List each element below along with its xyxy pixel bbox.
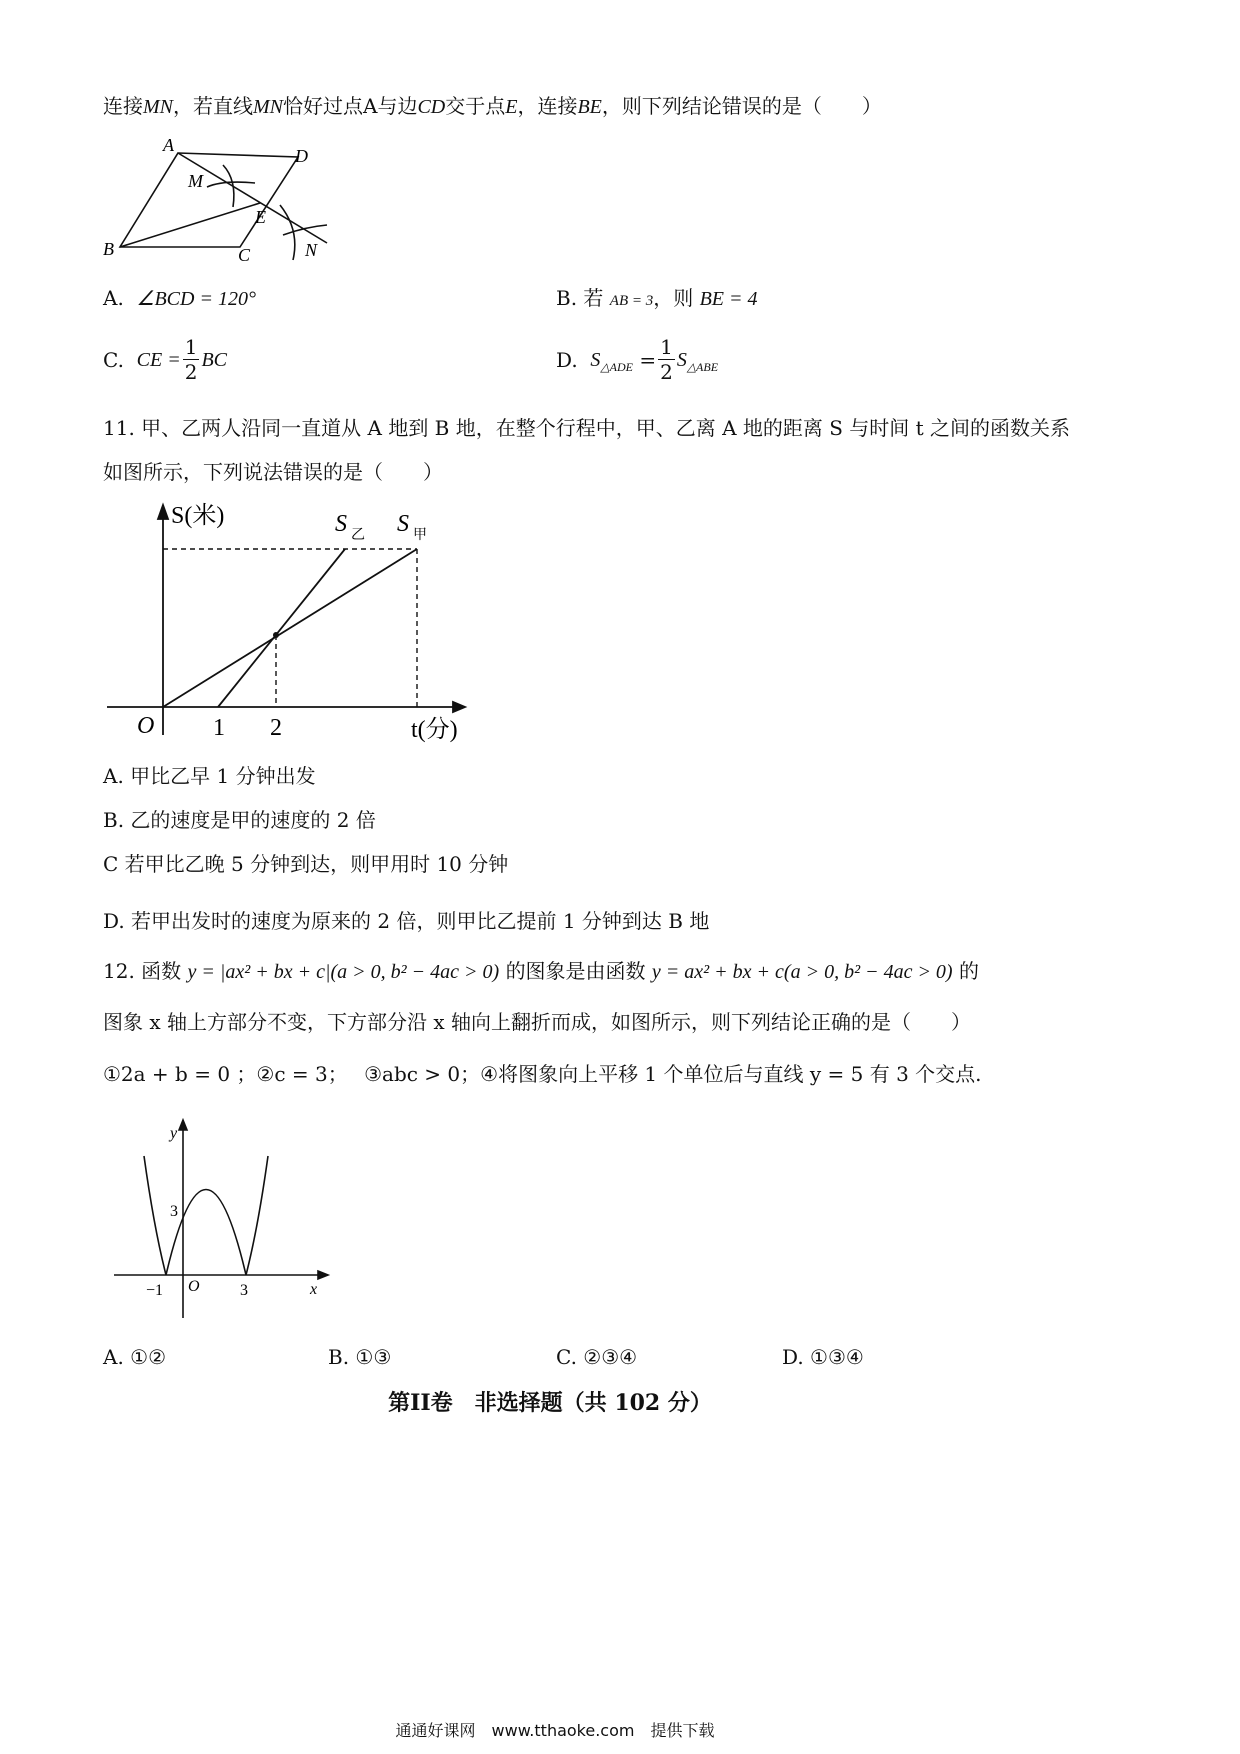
q10-label-N: N [305, 240, 318, 260]
q10-label-A: A [163, 135, 174, 155]
q11-option-a[interactable]: A. 甲比乙早 1 分钟出发 [103, 764, 316, 788]
q11-option-d[interactable]: D. 若甲出发时的速度为原来的 2 倍，则甲比乙提前 1 分钟到达 B 地 [103, 909, 710, 933]
q10-option-d[interactable]: D. S $_{\triangle ADE}$ = $\frac{1}{2}$ S $_{\triangle ABE}$ [556, 335, 719, 384]
q11-tick-2: 2 [270, 715, 282, 741]
q10-label-D: D [295, 146, 308, 166]
q10-option-c[interactable]: C. CE = $\frac{1}{2}$ BC [103, 335, 228, 384]
q12-tick-3: 3 [240, 1282, 248, 1299]
section-title: 第II卷 非选择题（共 102 分） [388, 1390, 712, 1416]
q10-parallelogram-figure [95, 135, 355, 270]
page-footer: 通通好课网 www.tthaoke.com 提供下载 [395, 1721, 715, 1740]
q10-label-E: E [255, 207, 266, 227]
q12-stem-line1: 12. 函数 y = |ax² + bx + c|(a > 0, b² − 4ac > 0) 的图象是由函数 y = ax² + bx + c(a > 0, b² − 4ac > 0) 的 [103, 959, 979, 983]
q10-stem: 连接MN，若直线MN恰好过点A与边CD交于点E，连接BE，则下列结论错误的是（ ） [103, 94, 882, 118]
q11-y-axis-label: S(米) [171, 503, 225, 529]
q12-stem-line2: 图象 x 轴上方部分不变，下方部分沿 x 轴向上翻折而成，如图所示，则下列结论正确的是（ ） [103, 1010, 971, 1034]
q12-curve-hump [166, 1190, 246, 1276]
q12-parabola-graph [110, 1118, 340, 1323]
q11-label-s-yi: S [335, 511, 347, 537]
q10-option-c-fraction: $\frac{1}{2}$ [184, 335, 198, 384]
q12-y-tick-3: 3 [170, 1203, 178, 1220]
q11-distance-time-graph [95, 495, 495, 755]
q10-option-d-fraction: $\frac{1}{2}$ [660, 335, 673, 384]
q12-x-axis-label: x [310, 1281, 318, 1298]
q12-tick-neg1: −1 [146, 1282, 164, 1299]
q11-origin-label: O [137, 713, 155, 739]
q11-stem-line1: 11. 甲、乙两人沿同一直道从 A 地到 B 地，在整个行程中，甲、乙离 A 地的距离 S 与时间 t 之间的函数关系 [103, 416, 1071, 440]
q11-label-s-jia: S [397, 511, 409, 537]
q12-option-d[interactable]: D. ①③④ [782, 1345, 864, 1369]
q11-x-arrow [453, 702, 465, 712]
q12-option-b[interactable]: B. ①③ [328, 1345, 392, 1369]
q11-option-b[interactable]: B. 乙的速度是甲的速度的 2 倍 [103, 808, 376, 832]
q11-label-s-yi-sub: 乙 [351, 528, 365, 543]
q11-y-arrow [158, 505, 168, 519]
q11-option-c[interactable]: C 若甲比乙晚 5 分钟到达，则甲用时 10 分钟 [103, 852, 509, 876]
q12-curve-left-branch [144, 1156, 166, 1275]
q10-label-C: C [238, 245, 251, 265]
q12-y-axis-label: y [170, 1125, 178, 1142]
q12-option-a[interactable]: A. ①② [103, 1345, 167, 1369]
q12-option-c[interactable]: C. ②③④ [556, 1345, 638, 1369]
q10-option-a[interactable]: A. ∠BCD = 120° [103, 286, 256, 310]
q10-label-B: B [103, 239, 114, 259]
q11-label-s-jia-sub: 甲 [413, 528, 427, 543]
q11-line-yi [218, 549, 345, 707]
q11-stem-line2: 如图所示，下列说法错误的是（ ） [103, 460, 443, 484]
q10-option-b[interactable]: B. 若 AB = 3，则 BE = 4 [556, 286, 758, 310]
q11-tick-1: 1 [213, 715, 225, 741]
q12-origin-label: O [188, 1278, 200, 1295]
q11-x-axis-label: t(分) [411, 717, 458, 743]
q11-line-jia [163, 549, 417, 707]
q12-curve-right-branch [246, 1156, 268, 1275]
q12-stem-line3: ①2a + b = 0 ；②c = 3； ③abc > 0；④将图象向上平移 1 个单位后与直线 y = 5 有 3 个交点. [103, 1062, 982, 1086]
q10-label-M: M [188, 171, 203, 191]
